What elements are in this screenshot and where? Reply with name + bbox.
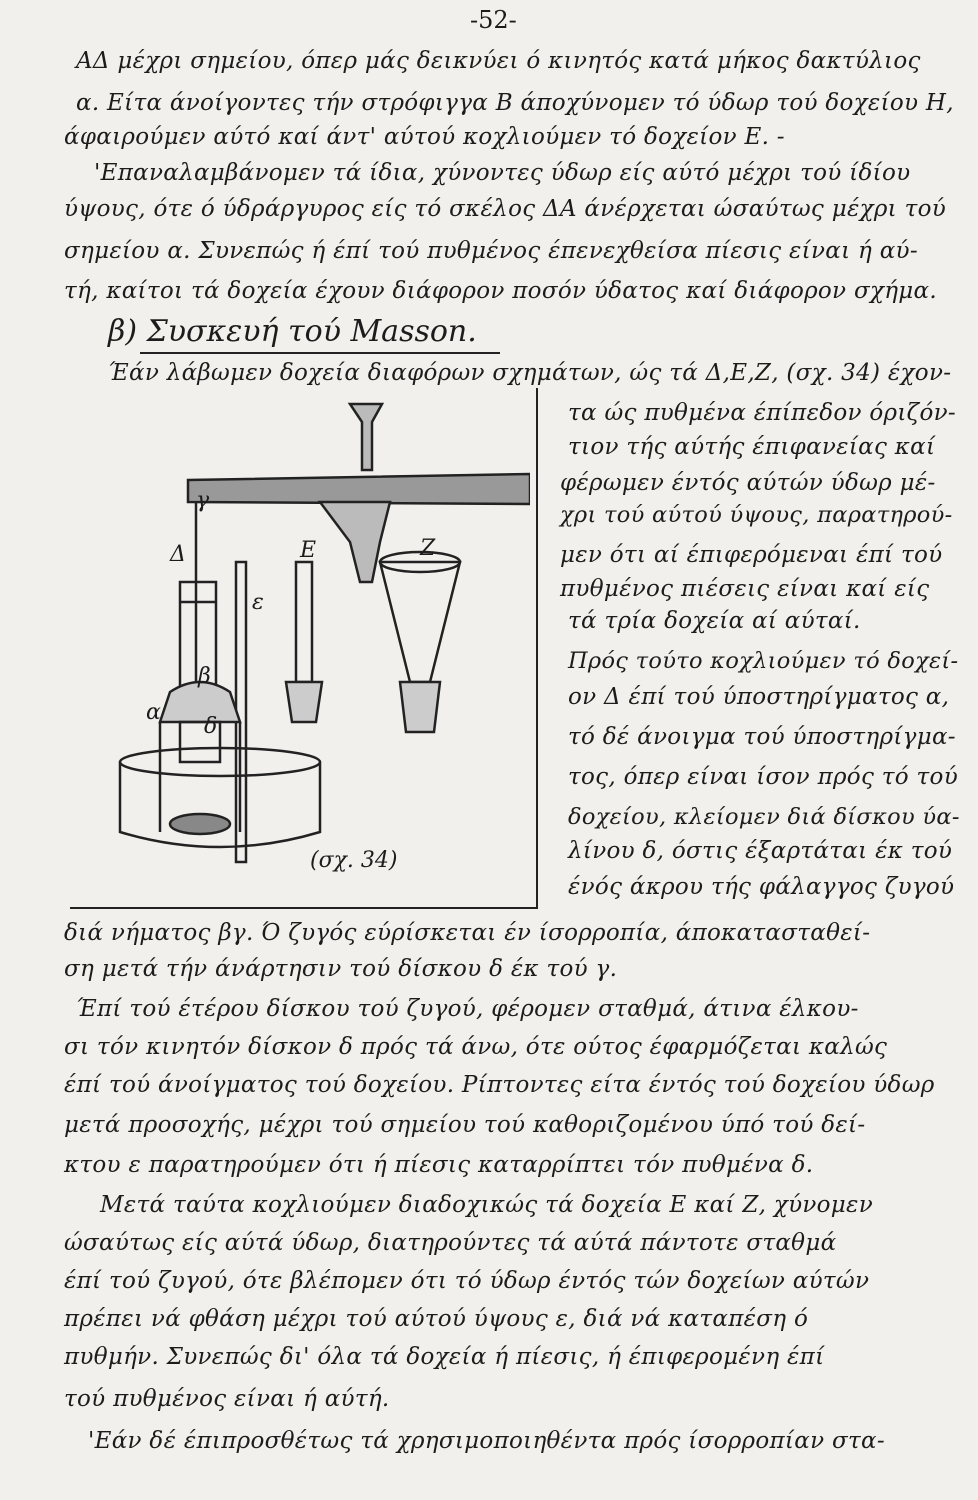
text-line: τού πυθμένος είναι ή αύτή.	[64, 1386, 390, 1412]
vessel-e-tube	[296, 562, 312, 682]
vessel-z-base	[400, 682, 440, 732]
text-line: ΑΔ μέχρι σημείου, όπερ μάς δεικνύει ό κινητός κατά μήκος δακτύλιος	[76, 48, 921, 74]
text-line: διά νήματος βγ. Ό ζυγός εύρίσκεται έν ίσορροπία, άποκατασταθεί-	[64, 920, 871, 946]
masson-apparatus-figure	[100, 392, 530, 892]
heading-underline	[140, 352, 500, 354]
figure-label-epsilon: ε	[252, 590, 264, 615]
text-line: πυθμένος πιέσεις είναι καί είς	[560, 576, 930, 602]
text-line: Έπί τού έτέρου δίσκου τού ζυγού, φέρομεν σταθμά, άτινα έλκου-	[76, 996, 859, 1022]
text-line: κτου ε παρατηρούμεν ότι ή πίεσις καταρρίπτει τόν πυθμένα δ.	[64, 1152, 814, 1178]
text-line: πυθμήν. Συνεπώς δι' όλα τά δοχεία ή πίεσις, ή έπιφερομένη έπί	[64, 1344, 825, 1370]
balance-beam	[188, 474, 530, 504]
text-line: άφαιρούμεν αύτό καί άντ' αύτού κοχλιούμεν τό δοχείον Ε. -	[64, 124, 785, 150]
vessel-z-cone	[380, 562, 460, 682]
figure-label-beta: β	[198, 664, 211, 689]
text-line: φέρωμεν έντός αύτών ύδωρ μέ-	[560, 470, 936, 496]
text-line: σι τόν κινητόν δίσκον δ πρός τά άνω, ότε ούτος έφαρμόζεται καλώς	[64, 1034, 888, 1060]
text-line: ύψους, ότε ό ύδράργυρος είς τό σκέλος ΔΑ άνέρχεται ώσαύτως μέχρι τού	[64, 196, 947, 222]
text-line: τιον τής αύτής έπιφανείας καί	[568, 434, 936, 460]
figure-bottom-rule	[70, 907, 538, 909]
text-line: λίνου δ, όστις έξαρτάται έκ τού	[568, 838, 953, 864]
text-line: 'Εάν δέ έπιπροσθέτως τά χρησιμοποιηθέντα πρός ίσορροπίαν στα-	[88, 1428, 885, 1454]
text-line: τα ώς πυθμένα έπίπεδον όριζόν-	[568, 400, 956, 426]
figure-label-gamma: γ	[196, 488, 210, 513]
text-line: α. Είτα άνοίγοντες τήν στρόφιγγα Β άποχύνομεν τό ύδωρ τού δοχείου Η,	[76, 90, 954, 116]
text-line: ένός άκρου τής φάλαγγος ζυγού	[568, 874, 955, 900]
disc-d	[170, 814, 230, 834]
text-line: μετά προσοχής, μέχρι τού σημείου τού καθοριζομένου ύπό τού δεί-	[64, 1112, 866, 1138]
text-line: ώσαύτως είς αύτά ύδωρ, διατηρούντες τά αύτά πάντοτε σταθμά	[64, 1230, 837, 1256]
text-line: χρι τού αύτού ύψους, παρατηρού-	[560, 502, 953, 528]
text-line: τή, καίτοι τά δοχεία έχουν διάφορον ποσόν ύδατος καί διάφορον σχήμα.	[64, 278, 937, 304]
text-line: σημείου α. Συνεπώς ή έπί τού πυθμένος έπενεχθείσα πίεσις είναι ή αύ-	[64, 238, 918, 264]
text-line: έπί τού άνοίγματος τού δοχείου. Ρίπτοντες είτα έντός τού δοχείου ύδωρ	[64, 1072, 935, 1098]
text-line: τά τρία δοχεία αί αύταί.	[568, 608, 861, 634]
figure-label-d: Δ	[170, 542, 186, 567]
text-line: μεν ότι αί έπιφερόμεναι έπί τού	[560, 542, 943, 568]
text-line: Έάν λάβωμεν δοχεία διαφόρων σχημάτων, ώς τά Δ,Ε,Ζ, (σχ. 34) έχον-	[108, 360, 952, 386]
vessel-e-base	[286, 682, 322, 722]
figure-column-rule	[536, 388, 538, 908]
page-number: -52-	[470, 6, 517, 34]
text-line: έπί τού ζυγού, ότε βλέπομεν ότι τό ύδωρ έντός τών δοχείων αύτών	[64, 1268, 870, 1294]
text-line: δοχείου, κλείομεν διά δίσκου ύα-	[568, 804, 960, 830]
text-line: Μετά ταύτα κοχλιούμεν διαδοχικώς τά δοχεία Ε καί Ζ, χύνομεν	[100, 1192, 873, 1218]
tap-handle	[350, 404, 382, 470]
beam-bracket	[320, 502, 390, 582]
text-line: 'Επαναλαμβάνομεν τά ίδια, χύνοντες ύδωρ είς αύτό μέχρι τού ίδίου	[94, 160, 911, 186]
figure-caption: (σχ. 34)	[310, 848, 398, 873]
figure-label-e: Ε	[300, 538, 317, 563]
figure-label-delta: δ	[204, 714, 218, 739]
section-heading: β) Συσκευή τού Masson.	[108, 314, 477, 349]
text-line: Πρός τούτο κοχλιούμεν τό δοχεί-	[568, 648, 959, 674]
text-line: ον Δ έπί τού ύποστηρίγματος α,	[568, 684, 950, 710]
text-line: τό δέ άνοιγμα τού ύποστηρίγμα-	[568, 724, 956, 750]
figure-label-alpha: α	[146, 700, 161, 725]
text-line: ση μετά τήν άνάρτησιν τού δίσκου δ έκ τού γ.	[64, 956, 618, 982]
text-line: πρέπει νά φθάση μέχρι τού αύτού ύψους ε, διά νά καταπέση ό	[64, 1306, 809, 1332]
figure-label-z: Ζ	[420, 536, 436, 561]
text-line: τος, όπερ είναι ίσον πρός τό τού	[568, 764, 958, 790]
